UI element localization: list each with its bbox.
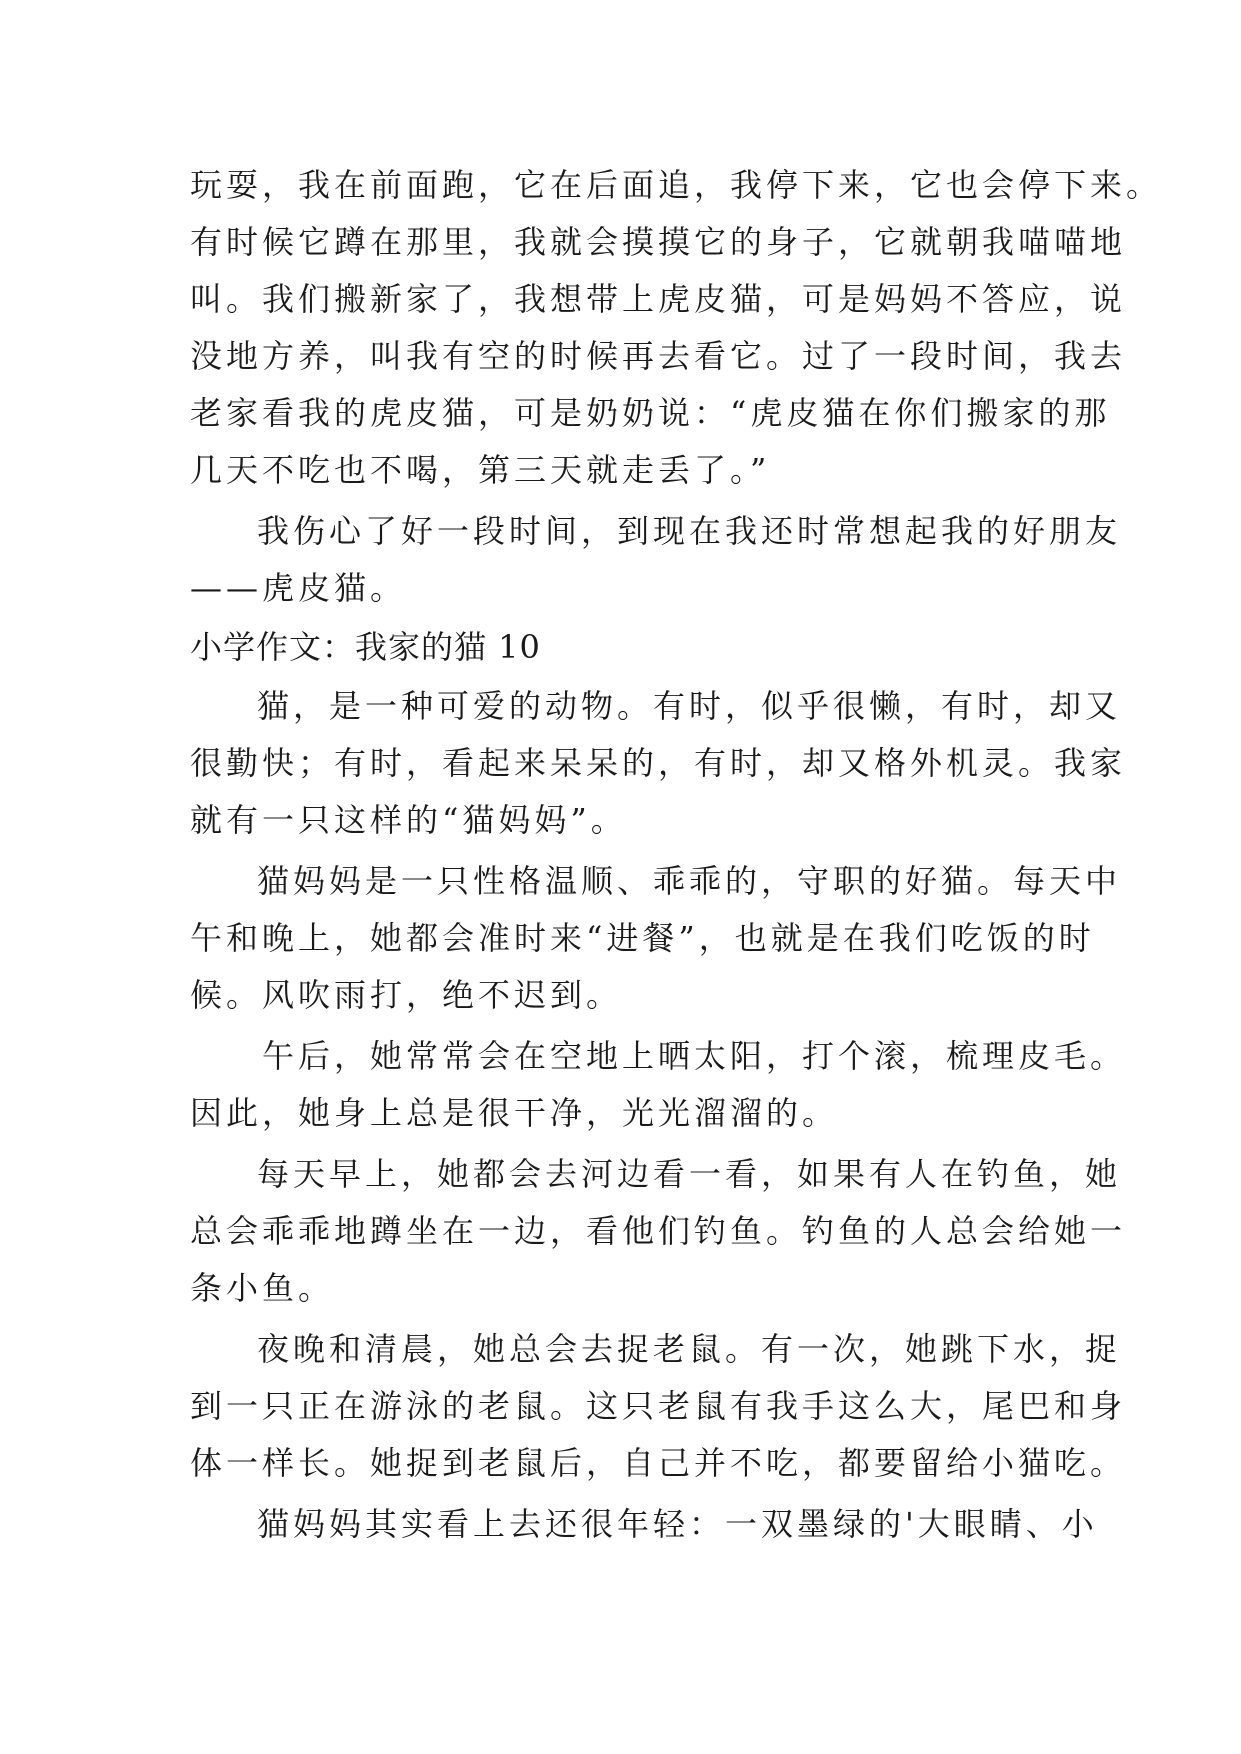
text-line: 玩耍，我在前面跑，它在后面追，我停下来，它也会停下来。 <box>190 166 1163 204</box>
text-line: 夜晚和清晨，她总会去捉老鼠。有一次，她跳下水，捉 <box>257 1330 1122 1368</box>
text-line: 午和晚上，她都会准时来“进餐”，也就是在我们吃饭的时 <box>190 919 1095 957</box>
text-line: 猫，是一种可爱的动物。有时，似乎很懒，有时，却又 <box>257 687 1122 725</box>
text-line: 因此，她身上总是很干净，光光溜溜的。 <box>190 1094 839 1132</box>
text-line: ——虎皮猫。 <box>190 569 407 607</box>
text-line: 很勤快；有时，看起来呆呆的，有时，却又格外机灵。我家 <box>190 744 1127 782</box>
text-line: 体一样长。她捉到老鼠后，自己并不吃，都要留给小猫吃。 <box>190 1444 1127 1482</box>
text-line: 几天不吃也不喝，第三天就走丢了。” <box>190 451 771 489</box>
text-line: 老家看我的虎皮猫，可是奶奶说：“虎皮猫在你们搬家的那 <box>190 394 1111 432</box>
section-title: 小学作文：我家的猫 10 <box>190 628 541 666</box>
text-line: 每天早上，她都会去河边看一看，如果有人在钓鱼，她 <box>257 1155 1122 1193</box>
text-line: 没地方养，叫我有空的时候再去看它。过了一段时间，我去 <box>190 337 1127 375</box>
text-line: 猫妈妈其实看上去还很年轻：一双墨绿的'大眼睛、小 <box>257 1505 1098 1543</box>
text-line: 到一只正在游泳的老鼠。这只老鼠有我手这么大，尾巴和身 <box>190 1387 1127 1425</box>
text-line: 候。风吹雨打，绝不迟到。 <box>190 976 623 1014</box>
text-line: 猫妈妈是一只性格温顺、乖乖的，守职的好猫。每天中 <box>257 862 1122 900</box>
text-line: 有时候它蹲在那里，我就会摸摸它的身子，它就朝我喵喵地 <box>190 223 1127 261</box>
text-line: 就有一只这样的“猫妈妈”。 <box>190 801 627 839</box>
text-line: 总会乖乖地蹲坐在一边，看他们钓鱼。钓鱼的人总会给她一 <box>190 1212 1127 1250</box>
text-line: 我伤心了好一段时间，到现在我还时常想起我的好朋友 <box>257 512 1122 550</box>
text-line: 叫。我们搬新家了，我想带上虎皮猫，可是妈妈不答应，说 <box>190 280 1127 318</box>
text-line: 条小鱼。 <box>190 1269 335 1307</box>
text-line: 午后，她常常会在空地上晒太阳，打个滚，梳理皮毛。 <box>262 1037 1127 1075</box>
